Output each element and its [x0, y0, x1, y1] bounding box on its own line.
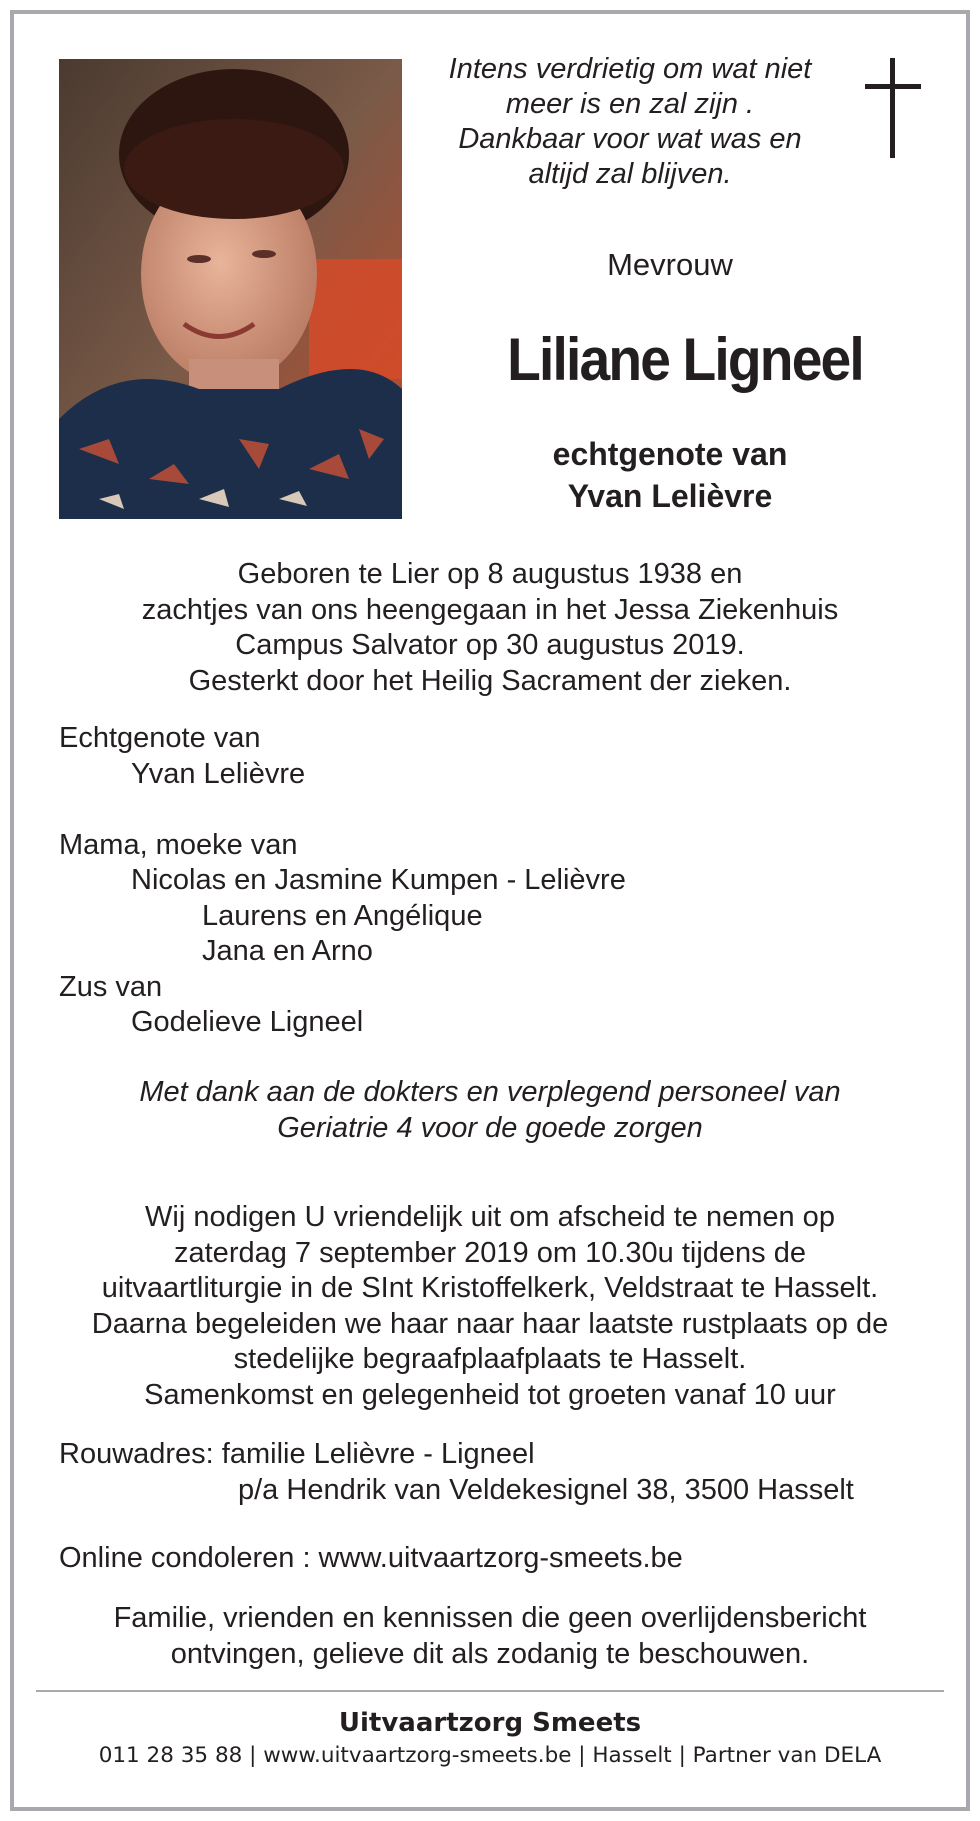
family-member: Nicolas en Jasmine Kumpen - Lelièvre	[131, 864, 626, 896]
spouse-heading: Echtgenote van	[59, 722, 261, 754]
thanks-text	[60, 1075, 920, 1146]
invitation-text	[40, 1200, 940, 1413]
birth-line: zachtjes van ons heengegaan in het Jessa Ziekenhuis	[141, 593, 839, 626]
honorific: Mevrouw	[607, 247, 733, 282]
thanks-line: Met dank aan de dokters en verplegend personeel van	[139, 1076, 841, 1108]
invitation-line: stedelijke begraafplaafplaats te Hasselt.	[233, 1343, 747, 1375]
address-line: Rouwadres: familie Lelièvre - Ligneel	[59, 1438, 535, 1470]
funeral-company-contact: 011 28 35 88 | www.uitvaartzorg-smeets.be | Hasselt | Partner van DELA	[98, 1743, 882, 1768]
mourning-address	[59, 1437, 939, 1508]
birth-line: Campus Salvator op 30 augustus 2019.	[235, 629, 745, 661]
spouse-name: Yvan Lelièvre	[567, 478, 773, 514]
quote-line: Intens verdrietig om wat niet	[448, 53, 812, 85]
address-line: p/a Hendrik van Veldekesignel 38, 3500 Hasselt	[238, 1473, 854, 1506]
quote-line: meer is en zal zijn .	[505, 88, 755, 120]
family-member: Laurens en Angélique	[202, 899, 483, 932]
spouse-label: echtgenote van	[552, 436, 788, 472]
cross-icon	[863, 58, 923, 158]
deceased-name: Liliane Ligneel	[507, 326, 863, 393]
family-member: Godelieve Ligneel	[131, 1006, 364, 1038]
notice-line: Familie, vrienden en kennissen die geen overlijdensbericht	[113, 1602, 867, 1634]
invitation-line: Daarna begeleiden we haar naar haar laatste rustplaats op de	[91, 1307, 889, 1340]
family-list	[59, 721, 919, 1041]
invitation-line: Wij nodigen U vriendelijk uit om afscheid te nemen op	[145, 1201, 835, 1233]
spouse-block	[430, 433, 910, 517]
sibling-heading: Zus van	[59, 970, 163, 1003]
thanks-line: Geriatrie 4 voor de goede zorgen	[277, 1111, 703, 1144]
opening-quote	[410, 52, 850, 192]
invitation-line: zaterdag 7 september 2019 om 10.30u tijdens de	[174, 1236, 806, 1269]
family-member: Yvan Lelièvre	[131, 757, 306, 790]
family-member: Jana en Arno	[202, 935, 373, 967]
portrait-photo	[59, 59, 402, 519]
birth-death-info	[60, 557, 920, 699]
invitation-line: Samenkomst en gelegenheid tot groeten vanaf 10 uur	[144, 1378, 836, 1411]
quote-line: Dankbaar voor wat was en	[458, 123, 802, 155]
notice-text	[40, 1601, 940, 1672]
invitation-line: uitvaartliturgie in de SInt Kristoffelkerk, Veldstraat te Hasselt.	[101, 1272, 879, 1304]
footer-divider	[36, 1690, 944, 1692]
birth-line: Gesterkt door het Heilig Sacrament der zieken.	[188, 664, 792, 697]
quote-line: altijd zal blijven.	[528, 158, 732, 190]
children-heading: Mama, moeke van	[59, 828, 298, 861]
online-condolences: Online condoleren : www.uitvaartzorg-smeets.be	[59, 1542, 683, 1574]
funeral-company-name: Uitvaartzorg Smeets	[338, 1708, 642, 1738]
notice-line: ontvingen, gelieve dit als zodanig te beschouwen.	[170, 1637, 810, 1670]
birth-line: Geboren te Lier op 8 augustus 1938 en	[237, 558, 743, 590]
